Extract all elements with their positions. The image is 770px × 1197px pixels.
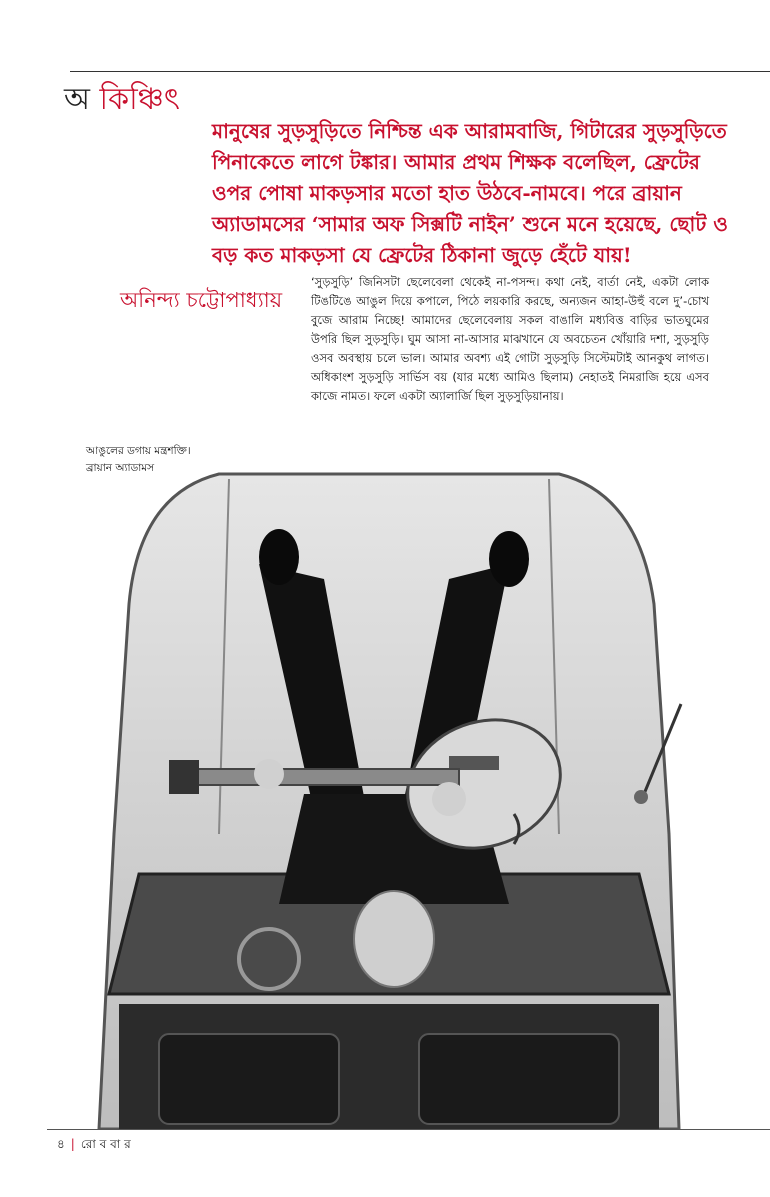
article-body: ‘সুড়সুড়ি’ জিনিসটা ছেলেবেলা থেকেই না-পসন্দ। কথা নেই, বার্তা নেই, একটা লোক টিঙটিঙে আঙুল দিয়ে কপালে, পিঠে লয়কারি করছে, অন্যজন আহা-উহুঁ বলে দু’-চোখ বুজে আরাম নিচ্ছে! আমাদের ছেলেবেলায় সকল বাঙালি মধ্যবিত্ত বাড়ির ভাতঘুমের উপরি ছিল সুড়সুড়ি। ঘুম আসা না-আসার মাঝখানে যে অবচেতন খোঁয়ারি দশা, সুড়সুড়ি ওসব অবস্থায় চলে ভাল। আমার অবশ্য এই গোটা সুড়সুড়ি সিস্টেমটাই আনকুথ লাগত। অধিকাংশ সুড়সুড়ি সার্ভিস বয় (যার মধ্যে আমিও ছিলাম) নেহাতই নিমরাজি হয়ে এসব কাজে নামত। ফলে একটা অ্যালার্জি ছিল সুড়সুড়িয়ানায়। xyxy=(311,275,709,403)
author-byline: অনিন্দ্য চট্টোপাধ্যায় xyxy=(120,288,283,312)
section-prefix: অ xyxy=(64,82,90,117)
section-label xyxy=(64,82,180,118)
magazine-name: রো ব বা র xyxy=(80,1137,131,1151)
pull-quote: মানুষের সুড়সুড়িতে নিশ্চিন্ত এক আরামবাজি, গিটারের সুড়সুড়িতে পিনাকেতে লাগে টঙ্কার। আমার প্রথম শিক্ষক বলেছিল, ফ্রেটের ওপর পোষা মাকড়সার মতো হাত উঠবে-নামবে। পরে ব্রায়ান অ্যাডামসের ‘সামার অফ সিক্সটি নাইন’ শুনে মনে হয়েছে, ছোট ও বড় কত মাকড়সা যে ফ্রেটের ঠিকানা জুড়ে হেঁটে যায়! xyxy=(212,119,728,267)
photo-illustration xyxy=(69,434,710,1129)
footer-separator: | xyxy=(70,1137,75,1151)
photo-caption xyxy=(86,443,191,477)
top-rule xyxy=(70,71,770,72)
article-photo xyxy=(69,434,710,1129)
footer-rule xyxy=(47,1129,770,1130)
caption-line-2: ব্রায়ান অ্যাডামস xyxy=(86,462,155,474)
page-number: ৪ xyxy=(57,1137,65,1151)
page-footer xyxy=(57,1136,131,1156)
caption-line-1: আঙুলের ডগায় মন্ত্রশক্তি। xyxy=(86,445,191,457)
section-name: কিঞ্চিৎ xyxy=(99,82,180,117)
